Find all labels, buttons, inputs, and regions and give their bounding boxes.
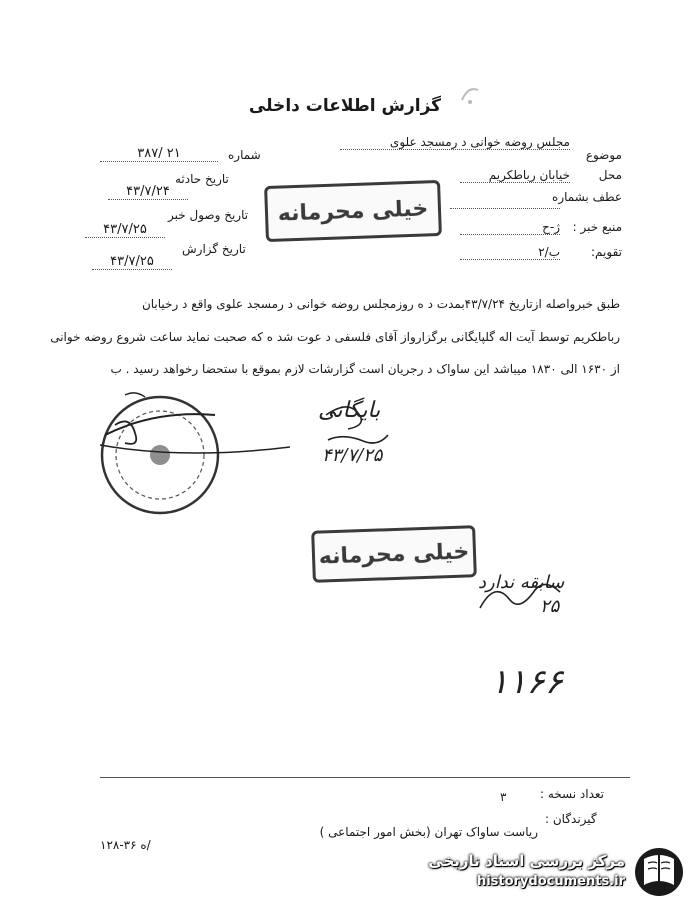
reference-value	[450, 196, 560, 209]
document-title: گزارش اطلاعات داخلی	[248, 96, 442, 116]
top-secret-stamp	[264, 180, 442, 242]
archive-center-name: مرکز بررسی اسناد تاریخی	[428, 852, 625, 870]
copies-label: تعداد نسخه :	[540, 787, 605, 801]
number-value: ۳۸۷/ ۲۱	[100, 146, 218, 162]
body-line-2: رباطکریم توسط آیت اله گلپایگانی برگزارواز آقای فلسفی د عوت شد ه که صحبت نماید ساعت شروع روضه خوانی	[50, 330, 620, 344]
signature-scribble-icon-2	[475, 570, 565, 620]
document-code: ۱۲۸-۳۶ ه/	[100, 838, 151, 852]
footer-divider	[100, 777, 630, 778]
signature-scribble-icon	[318, 395, 398, 475]
source-label: منبع خبر :	[572, 220, 622, 234]
location-value: خیابان رباطکریم	[460, 168, 570, 183]
handwritten-note-center: بایگانی	[318, 398, 381, 423]
location-label: محل	[598, 168, 622, 182]
recipients-label: گیرندگان :	[545, 812, 597, 826]
archive-center-url: historydocuments.ir	[476, 874, 625, 889]
archive-logo-icon	[630, 845, 688, 899]
report-date-label: تاریخ گزارش	[182, 242, 246, 256]
copies-value: ۳	[500, 790, 507, 804]
handwritten-note-right: سابقه ندارد	[478, 572, 565, 593]
corner-mark-icon	[458, 82, 488, 110]
receipt-date-value: ۴۳/۷/۲۵	[85, 222, 165, 238]
stamp-text: خیلی محرمانه	[277, 195, 429, 227]
subject-value: مجلس روضه خوانی د رمسجد علوی	[340, 135, 570, 150]
report-date-value: ۴۳/۷/۲۵	[92, 254, 172, 270]
incident-date-value: ۴۳/۷/۲۴	[108, 184, 188, 200]
stamp-text-2: خیلی محرمانه	[318, 538, 470, 570]
source-value: ژ-ح	[460, 220, 560, 235]
handwritten-number-right: ۲۵	[540, 596, 560, 617]
subject-label: موضوع	[585, 148, 622, 162]
receipt-date-label: تاریخ وصول خبر	[168, 208, 249, 222]
incident-date-label: تاریخ حادثه	[175, 172, 229, 186]
top-secret-stamp-2	[311, 525, 477, 583]
body-line-1: طبق خبرواصله ازتاریخ ۴۳/۷/۲۴بمدت د ه روزمجلس روضه خوانی د رمسجد علوی واقع د رخیابان	[141, 297, 620, 311]
reference-label: عطف بشماره	[552, 190, 622, 204]
evaluation-value: ب/۲	[460, 245, 560, 260]
handwritten-date-center: ۴۳/۷/۲۵	[322, 445, 383, 466]
number-label: شماره	[228, 148, 261, 162]
archive-number: ۱۱۶۶	[490, 662, 564, 702]
official-seal-icon	[95, 385, 295, 525]
evaluation-label: تقویم:	[591, 245, 622, 259]
recipients-value: ریاست ساواک تهران (بخش امور اجتماعی )	[319, 825, 538, 839]
body-line-3: از ۱۶۳۰ الی ۱۸۳۰ میباشد این ساواک د رجریان است گزارشات لازم بموقع با ستحضا رخواهد رسید . ب	[110, 362, 620, 376]
